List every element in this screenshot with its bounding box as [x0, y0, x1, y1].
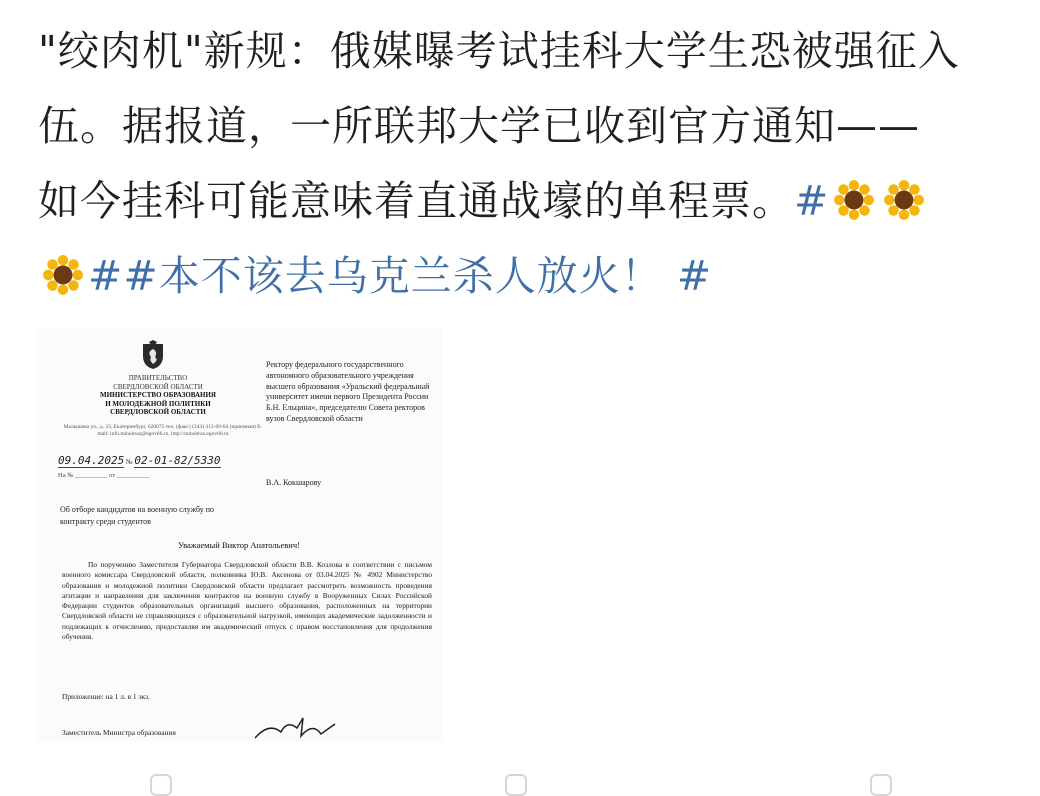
- document-image[interactable]: [36, 328, 442, 742]
- signer-title: Заместитель Министра образования: [62, 728, 176, 737]
- post-text: [38, 14, 1033, 314]
- ministry-bold-line: СВЕРДЛОВСКОЙ ОБЛАСТИ: [110, 408, 206, 416]
- registration-line: [58, 454, 263, 470]
- registration-line-2: На № __________ от __________: [58, 472, 150, 479]
- like-icon[interactable]: [870, 774, 892, 796]
- salutation: Уважаемый Виктор Анатольевич!: [178, 540, 300, 550]
- registration-no-prefix: №: [125, 458, 133, 466]
- sunflower-emoji-icon: [883, 179, 925, 221]
- post-line-1: "绞肉机"新规：俄媒曝考试挂科大学生恐被强征入: [38, 27, 960, 75]
- ministry-line: ПРАВИТЕЛЬСТВО: [128, 374, 188, 382]
- hashtag-link[interactable]: ##本不该去乌克兰杀人放火！: [88, 252, 663, 300]
- letter-body: По поручению Заместителя Губернатора Свердловской области В.В. Козлова в соответствии с письмом военного комиссара Свердловской области, полковника Ю.В. Аксенова от 03.04.2025 № 4902 Министерство образования и молодежной политики Свердловской области предлагает рассмотреть возможность проведения агитации и направления для заключения контрактов на военную службу в Вооруженных Силах Российской Федерации студентов образовательных организаций высшего образования, расположенных на территории Свердловской области не справляющихся с образовательной нагрузкой, имеющих академические задолженности и подлежащих к отчислению, предоставляя им академический отпуск с правом восстановления для продолжения обучения.: [62, 560, 432, 642]
- post-line-4: [38, 239, 1033, 314]
- letter-subject: Об отборе кандидатов на военную службу по контракту среди студентов: [60, 505, 215, 526]
- ministry-line: СВЕРДЛОВСКОЙ ОБЛАСТИ: [113, 382, 203, 391]
- bottom-action-bar: [0, 770, 1040, 792]
- signature-image: [251, 714, 351, 742]
- sunflower-emoji-icon: [833, 179, 875, 221]
- ministry-header: [58, 374, 258, 417]
- ministry-address: Малышева ул., д. 33, Екатеринбург, 620075 тел. (факс) (343) 312-00-04 (приемная) E-mail: info.minobraz@egov66.ru, http://minobraz.egov66.ru: [63, 424, 263, 437]
- sunflower-emoji-icon: [42, 254, 84, 296]
- registration-number: 02-01-82/5330: [134, 454, 221, 467]
- registration-date: 09.04.2025: [58, 454, 125, 467]
- coat-of-arms-icon: [139, 340, 167, 370]
- post-line-2: 伍。据报道，一所联邦大学已收到官方通知——: [38, 102, 920, 150]
- attachment-note: Приложение: на 1 л. в 1 экз.: [62, 692, 150, 701]
- ministry-bold-line: И МОЛОДЕЖНОЙ ПОЛИТИКИ: [105, 399, 211, 408]
- ministry-bold-line: МИНИСТЕРСТВО ОБРАЗОВАНИЯ: [100, 391, 216, 399]
- addressee-block: Ректору федерального государственного автономного образовательного учреждения высшего образования «Уральский федеральный университет имени первого Президента России Б.Н. Ельцина», председателю Совета ректоров вузов Свердловской области: [266, 360, 430, 423]
- hashtag-open[interactable]: #: [794, 177, 830, 225]
- post-line-3: [38, 164, 1033, 239]
- post-line-3-text: 如今挂科可能意味着直通战壕的单程票。: [38, 177, 794, 225]
- comment-icon[interactable]: [505, 774, 527, 796]
- recipient-name: В.А. Кокшарову: [266, 478, 322, 487]
- hashtag-close[interactable]: #: [676, 252, 713, 300]
- share-icon[interactable]: [150, 774, 172, 796]
